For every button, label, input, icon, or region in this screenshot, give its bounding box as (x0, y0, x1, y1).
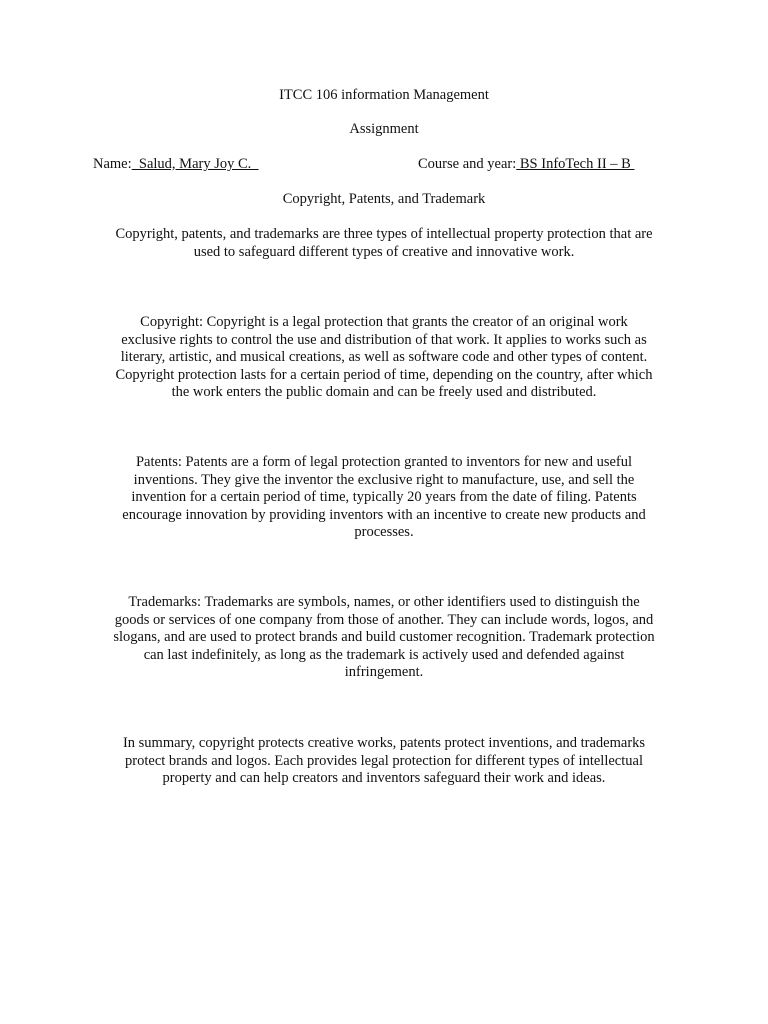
trademarks-line: goods or services of one company from those of another. They can include words, logos, and (114, 611, 654, 628)
topic-heading: Copyright, Patents, and Trademark (282, 191, 486, 207)
summary-line: In summary, copyright protects creative works, patents protect inventions, and trademarks (122, 735, 646, 751)
patents-line: invention for a certain period of time, typically 20 years from the date of filing. Patents (131, 489, 637, 506)
course-label: Course and year: (418, 156, 517, 172)
student-name-field (93, 156, 259, 174)
intro-paragraph (90, 226, 678, 261)
name-label: Name: (93, 156, 132, 172)
trademarks-line: slogans, and are used to protect brands and build customer recognition. Trademark protection (113, 629, 655, 646)
trademarks-line: infringement. (344, 664, 424, 681)
assignment-heading: Assignment (349, 121, 419, 137)
patents-paragraph (90, 454, 678, 542)
name-value: Salud, Mary Joy C. (131, 156, 259, 172)
intro-line: Copyright, patents, and trademarks are three types of intellectual property protection that are (115, 226, 653, 242)
patents-line: inventions. They give the inventor the exclusive right to manufacture, use, and sell the (133, 471, 635, 488)
copyright-line: literary, artistic, and musical creations, as well as software code and other types of content. (120, 349, 648, 366)
course-year-field (418, 156, 634, 174)
patents-line: Patents: Patents are a form of legal protection granted to inventors for new and useful (135, 454, 633, 470)
patents-line: processes. (354, 524, 414, 541)
copyright-line: Copyright protection lasts for a certain period of time, depending on the country, after which (115, 366, 653, 383)
copyright-line: Copyright: Copyright is a legal protection that grants the creator of an original work (140, 314, 628, 330)
copyright-paragraph (90, 314, 678, 402)
trademarks-paragraph (90, 594, 678, 682)
summary-paragraph (90, 735, 678, 788)
trademarks-line: can last indefinitely, as long as the trademark is actively used and defended against (143, 646, 625, 663)
copyright-line: the work enters the public domain and can be freely used and distributed. (171, 384, 597, 401)
summary-line: protect brands and logos. Each provides legal protection for different types of intellectual (125, 752, 643, 769)
copyright-line: exclusive rights to control the use and distribution of that work. It applies to works such as (121, 331, 647, 348)
intro-line: used to safeguard different types of creative and innovative work. (193, 243, 575, 260)
course-value: BS InfoTech II – B (516, 156, 635, 172)
trademarks-line: Trademarks: Trademarks are symbols, names, or other identifiers used to distinguish the (128, 594, 640, 610)
summary-line: property and can help creators and inventors safeguard their work and ideas. (162, 770, 606, 787)
course-title: ITCC 106 information Management (279, 87, 489, 103)
patents-line: encourage innovation by providing inventors with an incentive to create new products and (122, 506, 646, 523)
